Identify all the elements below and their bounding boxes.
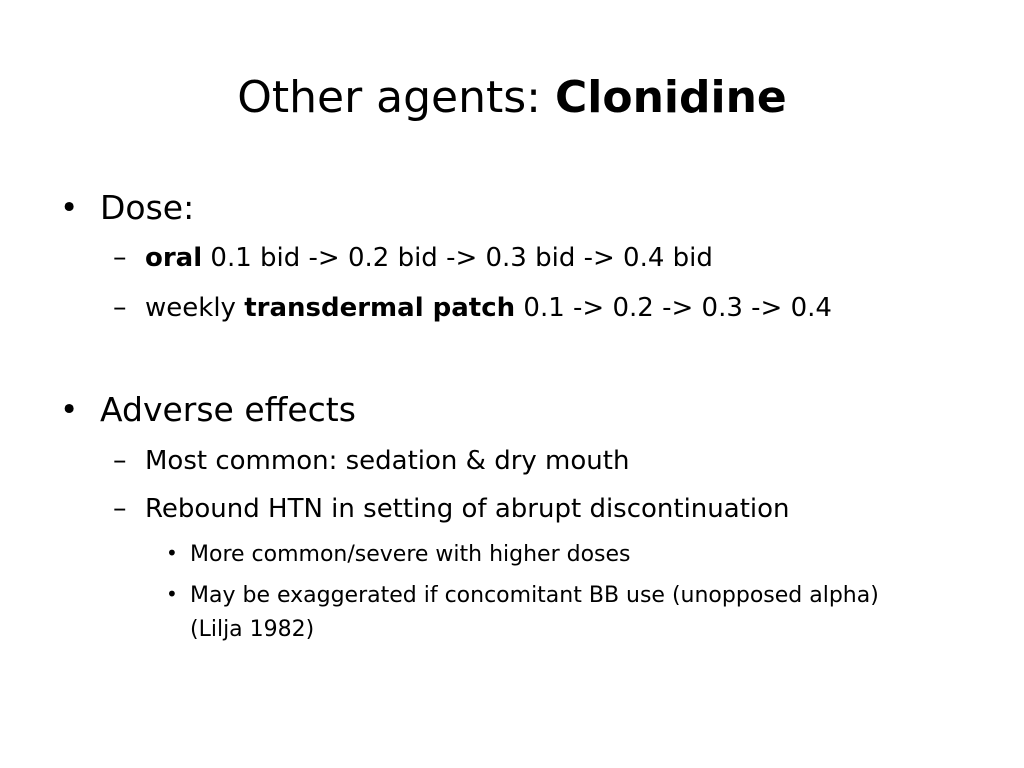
sub-sub-bullet-text: May be exaggerated if concomitant BB use (unopposed alpha) (Lilja 1982) (190, 583, 879, 642)
bullet-marker: • (166, 582, 178, 606)
sub-sub-bullet-text: More common/severe with higher doses (190, 542, 631, 567)
title-drug-name: Clonidine (555, 72, 787, 123)
bullet-text: Adverse effects (100, 390, 356, 429)
bullet-marker: • (60, 190, 79, 226)
dash-marker: – (113, 292, 127, 323)
bullet-marker: • (166, 541, 178, 565)
dash-marker: – (113, 445, 127, 476)
bullet-text: Dose: (100, 188, 195, 227)
sub-bullet-text: oral 0.1 bid -> 0.2 bid -> 0.3 bid -> 0.4 bid (145, 243, 713, 273)
sub-bullet-text: Rebound HTN in setting of abrupt discontinuation (145, 494, 790, 524)
title-prefix: Other agents: (237, 72, 555, 123)
bullet-marker: • (60, 392, 79, 428)
dash-marker: – (113, 242, 127, 273)
dash-marker: – (113, 493, 127, 524)
sub-bullet-text: Most common: sedation & dry mouth (145, 446, 630, 476)
sub-bullet-text: weekly transdermal patch 0.1 -> 0.2 -> 0.3 -> 0.4 (145, 293, 832, 323)
